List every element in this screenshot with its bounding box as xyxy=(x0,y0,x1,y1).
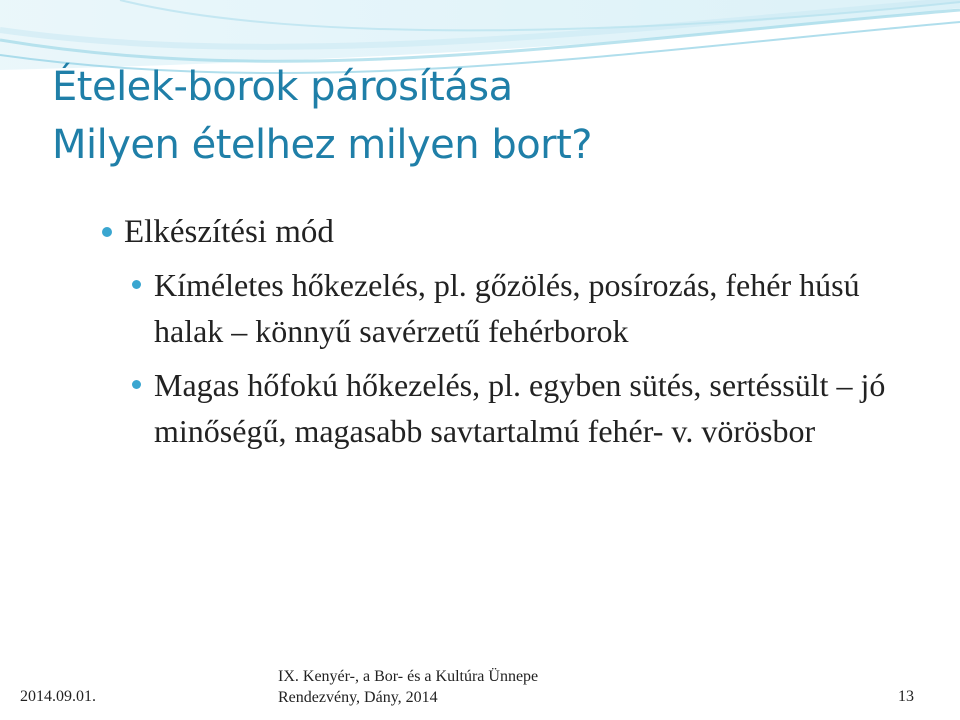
bullet-dot-icon xyxy=(102,227,112,237)
bullet-level1 xyxy=(100,210,920,254)
footer-date: 2014.09.01. xyxy=(20,688,96,705)
bullet-level2-item xyxy=(100,262,920,354)
bullet-text: Kíméletes hőkezelés, pl. gőzölés, posírozás, fehér húsú halak – könnyű savérzetű fehérborok xyxy=(154,267,860,349)
bullet-text: Magas hőfokú hőkezelés, pl. egyben sütés, sertéssült – jó minőségű, magasabb savtartalmú fehér- v. vörösbor xyxy=(154,367,886,449)
bullet-dot-icon xyxy=(132,380,141,389)
footer-event-line-2: Rendezvény, Dány, 2014 xyxy=(278,689,438,706)
bullet-dot-icon xyxy=(132,280,141,289)
page-number: 13 xyxy=(898,688,914,705)
slide-content xyxy=(100,210,920,454)
title-line-2: Milyen ételhez milyen bort? xyxy=(52,122,593,168)
bullet-text: Elkészítési mód xyxy=(124,214,334,250)
footer-event xyxy=(278,666,538,708)
slide-title xyxy=(52,58,932,174)
title-line-1: Ételek-borok párosítása xyxy=(52,64,513,110)
footer-event-line-1: IX. Kenyér-, a Bor- és a Kultúra Ünnepe xyxy=(278,668,539,685)
bullet-level2-item xyxy=(100,362,920,454)
